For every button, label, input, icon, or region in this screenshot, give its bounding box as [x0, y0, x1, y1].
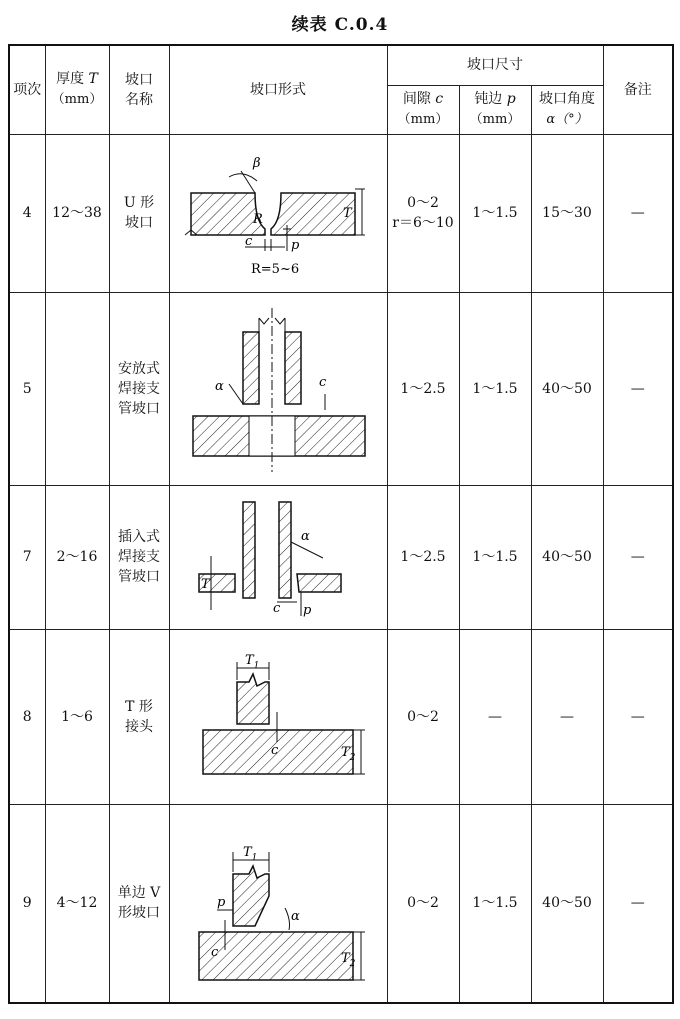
caption-R: R=5~6 [251, 262, 300, 277]
cell-angle: 15～30 [531, 134, 603, 292]
cell-thickness: 4～12 [45, 804, 109, 1003]
cell-blunt: — [459, 629, 531, 804]
cell-thickness: 1～6 [45, 629, 109, 804]
cell-form [169, 804, 387, 1003]
cell-gap: 0～2 r＝6～10 [387, 134, 459, 292]
label-c: c [319, 374, 327, 390]
cell-item: 4 [9, 134, 45, 292]
label-T: T [201, 577, 210, 592]
cell-gap: 1～2.5 [387, 485, 459, 629]
table-row [9, 485, 673, 629]
cell-note: — [603, 134, 673, 292]
label-c: c [245, 234, 253, 249]
label-alpha: α [215, 378, 224, 394]
label-p: p [217, 894, 226, 910]
label-c: c [271, 742, 279, 758]
groove-table [8, 44, 674, 1004]
cell-note: — [603, 629, 673, 804]
cell-form [169, 629, 387, 804]
cell-angle: 40～50 [531, 292, 603, 485]
cell-thickness [45, 292, 109, 485]
label-T2: $T_2$ [341, 950, 356, 969]
cell-angle: — [531, 629, 603, 804]
header-thickness: 厚度 T （mm） [45, 45, 109, 134]
table-row [9, 629, 673, 804]
header-angle: 坡口角度 α（°） [531, 85, 603, 134]
cell-gap: 1～2.5 [387, 292, 459, 485]
label-c: c [273, 601, 281, 616]
cell-item: 9 [9, 804, 45, 1003]
label-T1: $T_1$ [243, 844, 258, 863]
label-alpha: α [291, 908, 300, 924]
cell-form [169, 485, 387, 629]
cell-name: 插入式 焊接支 管坡口 [109, 485, 169, 629]
cell-form [169, 134, 387, 292]
header-item: 项次 [9, 45, 45, 134]
header-blunt: 钝边 p （mm） [459, 85, 531, 134]
table-row [9, 292, 673, 485]
table-title: 续表 C.0.4 [291, 15, 389, 35]
cell-form [169, 292, 387, 485]
cell-blunt: 1～1.5 [459, 804, 531, 1003]
cell-gap: 0～2 [387, 804, 459, 1003]
label-T2: $T_2$ [341, 744, 356, 763]
label-R: R [253, 212, 263, 227]
header-note: 备注 [603, 45, 673, 134]
header-name: 坡口 名称 [109, 45, 169, 134]
cell-name: 单边 V 形坡口 [109, 804, 169, 1003]
cell-note: — [603, 292, 673, 485]
label-T1: $T_1$ [245, 652, 260, 671]
label-c: c [211, 944, 219, 960]
cell-blunt: 1～1.5 [459, 134, 531, 292]
header-gap: 间隙 c （mm） [387, 85, 459, 134]
cell-gap: 0～2 [387, 629, 459, 804]
label-T: T [343, 206, 352, 221]
cell-name: 安放式 焊接支 管坡口 [109, 292, 169, 485]
header-form: 坡口形式 [169, 45, 387, 134]
t-joint-diagram [173, 642, 383, 792]
table-row [9, 804, 673, 1003]
label-beta: β [253, 156, 261, 171]
label-p: p [291, 238, 300, 253]
cell-angle: 40～50 [531, 485, 603, 629]
cell-thickness: 2～16 [45, 485, 109, 629]
cell-item: 8 [9, 629, 45, 804]
cell-thickness: 12～38 [45, 134, 109, 292]
label-p: p [303, 603, 312, 618]
label-alpha: α [301, 529, 310, 544]
cell-angle: 40～50 [531, 804, 603, 1003]
set-in-branch-diagram [173, 492, 383, 622]
cell-name: U 形 坡口 [109, 134, 169, 292]
header-row-1 [9, 45, 673, 85]
cell-blunt: 1～1.5 [459, 485, 531, 629]
single-bevel-v-diagram [173, 816, 383, 991]
set-on-branch-diagram [173, 304, 383, 474]
cell-item: 7 [9, 485, 45, 629]
table-row [9, 134, 673, 292]
cell-item: 5 [9, 292, 45, 485]
header-dimension: 坡口尺寸 [387, 45, 603, 85]
cell-note: — [603, 485, 673, 629]
cell-name: T 形 接头 [109, 629, 169, 804]
u-groove-diagram [173, 143, 383, 283]
cell-blunt: 1～1.5 [459, 292, 531, 485]
cell-note: — [603, 804, 673, 1003]
